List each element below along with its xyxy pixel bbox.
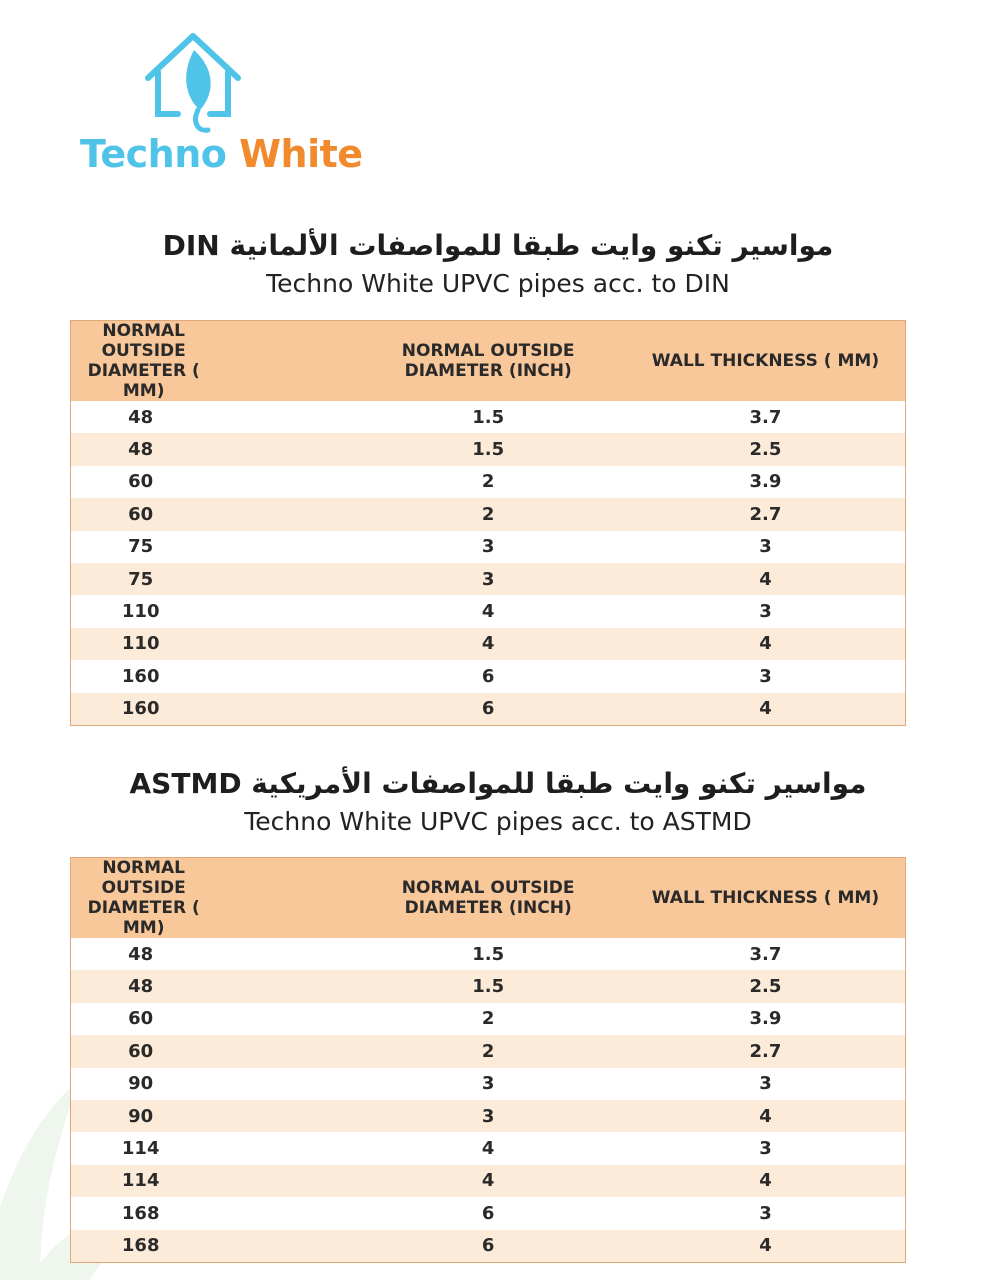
cell-diameter-mm: 60	[71, 466, 351, 498]
cell-wall-thickness: 2.5	[626, 433, 906, 465]
din-section-heading	[0, 226, 996, 302]
cell-diameter-inch: 4	[350, 1165, 626, 1197]
astmd-title-english: Techno White UPVC pipes acc. to ASTMD	[244, 807, 752, 836]
cell-wall-thickness: 3	[626, 1197, 906, 1229]
table-row	[71, 433, 906, 465]
cell-diameter-mm: 48	[71, 970, 351, 1002]
cell-diameter-mm: 75	[71, 531, 351, 563]
table-row	[71, 401, 906, 433]
table-row	[71, 466, 906, 498]
table-row	[71, 693, 906, 726]
cell-diameter-mm: 90	[71, 1068, 351, 1100]
header-wall-thickness: WALL THICKNESS ( MM)	[626, 321, 906, 402]
table-row	[71, 595, 906, 627]
header-wall-thickness: WALL THICKNESS ( MM)	[626, 858, 906, 939]
cell-diameter-inch: 3	[350, 1068, 626, 1100]
table-row	[71, 938, 906, 970]
cell-diameter-inch: 3	[350, 1100, 626, 1132]
cell-diameter-inch: 1.5	[350, 970, 626, 1002]
cell-wall-thickness: 3	[626, 531, 906, 563]
table-row	[71, 531, 906, 563]
table-row	[71, 660, 906, 692]
astmd-title-arabic: مواسير تكنو وايت طبقا للمواصفات الأمريكية ASTMD	[129, 767, 867, 800]
cell-diameter-inch: 2	[350, 498, 626, 530]
cell-diameter-inch: 4	[350, 595, 626, 627]
cell-diameter-inch: 2	[350, 1035, 626, 1067]
table-row	[71, 1132, 906, 1164]
cell-wall-thickness: 4	[626, 1230, 906, 1263]
cell-wall-thickness: 4	[626, 628, 906, 660]
cell-wall-thickness: 3.7	[626, 938, 906, 970]
cell-diameter-mm: 114	[71, 1165, 351, 1197]
cell-diameter-inch: 6	[350, 660, 626, 692]
cell-wall-thickness: 4	[626, 563, 906, 595]
cell-diameter-mm: 110	[71, 595, 351, 627]
header-outside-diameter-inch: NORMAL OUTSIDE DIAMETER (INCH)	[350, 858, 626, 939]
table-header-row	[71, 321, 906, 402]
cell-diameter-mm: 90	[71, 1100, 351, 1132]
din-title-english: Techno White UPVC pipes acc. to DIN	[266, 269, 730, 298]
house-leaf-icon	[138, 30, 248, 140]
table-row	[71, 1100, 906, 1132]
cell-diameter-mm: 60	[71, 1035, 351, 1067]
brand-logo	[80, 30, 363, 190]
cell-wall-thickness: 2.5	[626, 970, 906, 1002]
table-row	[71, 1197, 906, 1229]
astmd-section-heading	[0, 764, 996, 840]
din-title-arabic: مواسير تكنو وايت طبقا للمواصفات الألمانية DIN	[162, 229, 834, 262]
cell-diameter-mm: 60	[71, 1003, 351, 1035]
cell-diameter-inch: 4	[350, 1132, 626, 1164]
cell-diameter-inch: 4	[350, 628, 626, 660]
cell-diameter-mm: 48	[71, 401, 351, 433]
table-row	[71, 1230, 906, 1263]
cell-wall-thickness: 3.7	[626, 401, 906, 433]
cell-wall-thickness: 2.7	[626, 1035, 906, 1067]
cell-diameter-inch: 1.5	[350, 938, 626, 970]
brand-name-part2: White	[239, 132, 363, 176]
cell-wall-thickness: 3.9	[626, 1003, 906, 1035]
brand-name	[80, 132, 363, 176]
cell-diameter-inch: 2	[350, 466, 626, 498]
din-spec-table	[70, 320, 906, 726]
cell-wall-thickness: 2.7	[626, 498, 906, 530]
cell-diameter-mm: 75	[71, 563, 351, 595]
table-row	[71, 1165, 906, 1197]
table-row	[71, 1068, 906, 1100]
cell-diameter-mm: 168	[71, 1197, 351, 1229]
cell-diameter-mm: 114	[71, 1132, 351, 1164]
cell-diameter-inch: 1.5	[350, 433, 626, 465]
cell-diameter-inch: 3	[350, 563, 626, 595]
cell-wall-thickness: 3	[626, 1068, 906, 1100]
table-row	[71, 1003, 906, 1035]
cell-wall-thickness: 4	[626, 1100, 906, 1132]
cell-diameter-inch: 1.5	[350, 401, 626, 433]
brand-name-part1: Techno	[80, 132, 227, 176]
table-row	[71, 628, 906, 660]
table-row	[71, 1035, 906, 1067]
cell-diameter-mm: 48	[71, 433, 351, 465]
cell-diameter-inch: 3	[350, 531, 626, 563]
cell-diameter-mm: 160	[71, 660, 351, 692]
table-row	[71, 498, 906, 530]
cell-diameter-inch: 6	[350, 1230, 626, 1263]
cell-wall-thickness: 3	[626, 1132, 906, 1164]
cell-diameter-mm: 48	[71, 938, 351, 970]
cell-diameter-mm: 60	[71, 498, 351, 530]
header-outside-diameter-mm: NORMAL OUTSIDE DIAMETER ( MM)	[71, 321, 351, 402]
table-row	[71, 563, 906, 595]
cell-diameter-mm: 160	[71, 693, 351, 726]
cell-wall-thickness: 4	[626, 693, 906, 726]
table-row	[71, 970, 906, 1002]
cell-wall-thickness: 4	[626, 1165, 906, 1197]
table-header-row	[71, 858, 906, 939]
cell-wall-thickness: 3	[626, 595, 906, 627]
header-outside-diameter-mm: NORMAL OUTSIDE DIAMETER ( MM)	[71, 858, 351, 939]
cell-diameter-inch: 6	[350, 1197, 626, 1229]
cell-wall-thickness: 3.9	[626, 466, 906, 498]
cell-diameter-mm: 110	[71, 628, 351, 660]
cell-wall-thickness: 3	[626, 660, 906, 692]
cell-diameter-inch: 2	[350, 1003, 626, 1035]
header-outside-diameter-inch: NORMAL OUTSIDE DIAMETER (INCH)	[350, 321, 626, 402]
astmd-spec-table	[70, 857, 906, 1263]
cell-diameter-inch: 6	[350, 693, 626, 726]
cell-diameter-mm: 168	[71, 1230, 351, 1263]
